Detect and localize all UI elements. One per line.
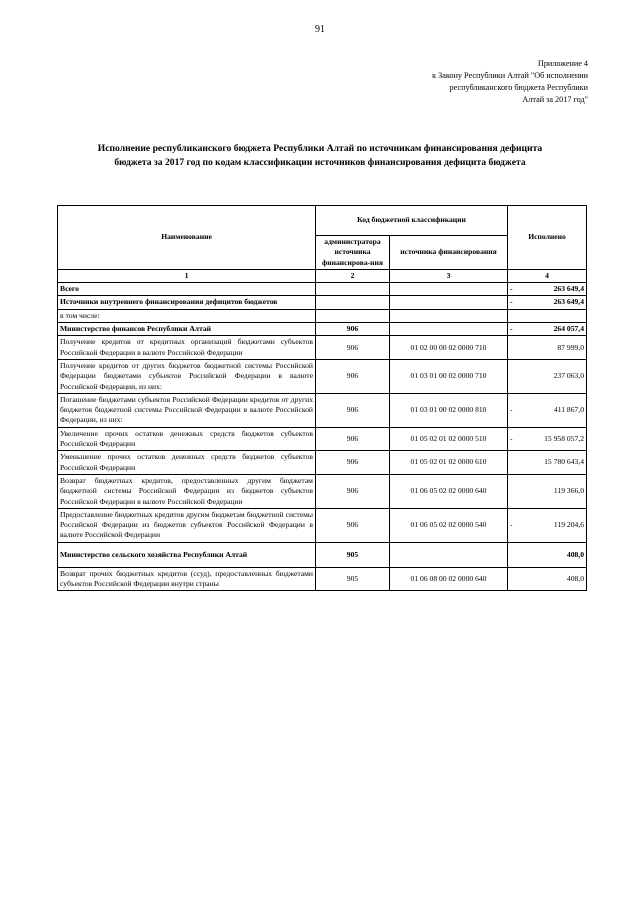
row-name: Предоставление бюджетных кредитов другим бюджетам бюджетной системы Российской Федерации из бюджетов субъектов Российской Федерации в валюте Российской Федерации	[58, 508, 316, 542]
row-admin-code: 906	[316, 323, 390, 336]
row-name: Уменьшение прочих остатков денежных средств бюджетов субъектов Российской Федерации	[58, 451, 316, 475]
row-name: Погашение бюджетами субъектов Российской Федерации кредитов от других бюджетов бюджетной системы Российской Федерации в валюте Российской Федерации, из них:	[58, 393, 316, 427]
executed-value: 411 867,0	[553, 405, 584, 415]
row-executed	[508, 296, 587, 309]
table-row	[58, 542, 587, 567]
row-source-code: 01 06 08 00 02 0000 640	[390, 567, 508, 591]
row-name: в том числе:	[58, 309, 316, 322]
executed-value: 237 063,0	[553, 371, 584, 381]
column-number: 2	[316, 269, 390, 282]
executed-value: 119 366,0	[553, 486, 584, 496]
row-name: Министерство сельского хозяйства Республики Алтай	[58, 542, 316, 567]
executed-value: 264 057,4	[553, 324, 584, 334]
title-line: бюджета за 2017 год по кодам классификации источников финансирования дефицита бюджета	[114, 157, 526, 168]
column-number-row	[58, 269, 587, 282]
row-executed	[508, 427, 587, 451]
column-number: 4	[508, 269, 587, 282]
row-executed	[508, 542, 587, 567]
minus-sign: -	[510, 297, 513, 307]
executed-value: 408,0	[566, 549, 584, 559]
row-name: Возврат прочих бюджетных кредитов (ссуд), предоставленных бюджетами субъектов Российской Федерации внутри страны	[58, 567, 316, 591]
executed-value: 87 999,0	[557, 342, 584, 352]
row-executed	[508, 567, 587, 591]
table-row	[58, 508, 587, 542]
document-title	[50, 142, 590, 170]
annex-note	[328, 58, 588, 106]
header-executed: Исполнено	[508, 206, 587, 270]
row-name: Возврат бюджетных кредитов, предоставленных другим бюджетам бюджетной системы Российской Федерации из бюджетов субъектов Российской Федерации в валюте Российской Федерации	[58, 474, 316, 508]
row-executed	[508, 474, 587, 508]
header-name: Наименование	[58, 206, 316, 270]
row-admin-code: 906	[316, 474, 390, 508]
annex-line: Алтай за 2017 год"	[522, 95, 588, 104]
row-source-code	[390, 309, 508, 322]
row-executed	[508, 309, 587, 322]
table-row	[58, 474, 587, 508]
row-source-code	[390, 296, 508, 309]
row-source-code: 01 06 05 02 02 0000 640	[390, 474, 508, 508]
header-code-group: Код бюджетной классификации	[316, 206, 508, 236]
row-source-code: 01 05 02 01 02 0000 610	[390, 451, 508, 475]
column-number: 3	[390, 269, 508, 282]
header-admin: администратора источника финансирова-ния	[316, 236, 390, 270]
row-executed	[508, 508, 587, 542]
row-name: Источники внутреннего финансирования дефицитов бюджетов	[58, 296, 316, 309]
header-source: источника финансирования	[390, 236, 508, 270]
minus-sign: -	[510, 324, 513, 334]
table-row	[58, 567, 587, 591]
row-source-code: 01 03 01 00 02 0000 810	[390, 393, 508, 427]
row-name: Увеличение прочих остатков денежных средств бюджетов субъектов Российской Федерации	[58, 427, 316, 451]
table-row	[58, 393, 587, 427]
annex-line: республиканского бюджета Республики	[449, 83, 588, 92]
row-source-code: 01 02 00 00 02 0000 710	[390, 336, 508, 360]
row-executed	[508, 336, 587, 360]
executed-value: 263 649,4	[553, 297, 584, 307]
row-name: Всего	[58, 283, 316, 296]
row-admin-code: 905	[316, 542, 390, 567]
row-source-code	[390, 323, 508, 336]
minus-sign: -	[510, 433, 513, 443]
row-source-code	[390, 283, 508, 296]
row-admin-code: 906	[316, 508, 390, 542]
row-admin-code: 906	[316, 336, 390, 360]
row-source-code: 01 06 05 02 02 0000 540	[390, 508, 508, 542]
executed-value: 15 958 057,2	[544, 433, 584, 443]
row-source-code: 01 05 02 01 02 0000 510	[390, 427, 508, 451]
column-number: 1	[58, 269, 316, 282]
table-row	[58, 451, 587, 475]
executed-value: 408,0	[566, 573, 584, 583]
row-admin-code: 906	[316, 359, 390, 393]
row-admin-code: 906	[316, 451, 390, 475]
title-line: Исполнение республиканского бюджета Республики Алтай по источникам финансирования дефицита	[97, 143, 543, 154]
budget-table	[57, 205, 587, 591]
row-executed	[508, 451, 587, 475]
table-row	[58, 336, 587, 360]
row-admin-code: 906	[316, 393, 390, 427]
row-name: Получение кредитов от кредитных организаций бюджетами субъектов Российской Федерации в валюте Российской Федерации	[58, 336, 316, 360]
executed-value: 119 204,6	[553, 520, 584, 530]
row-admin-code: 906	[316, 427, 390, 451]
annex-line: к Закону Республики Алтай "Об исполнении	[432, 71, 588, 80]
minus-sign: -	[510, 520, 513, 530]
table-row	[58, 296, 587, 309]
minus-sign: -	[510, 405, 513, 415]
row-executed	[508, 393, 587, 427]
minus-sign: -	[510, 284, 513, 294]
page-number: 91	[315, 24, 325, 35]
row-source-code	[390, 542, 508, 567]
row-source-code: 01 03 01 00 02 0000 710	[390, 359, 508, 393]
row-name: Министерство финансов Республики Алтай	[58, 323, 316, 336]
table-row	[58, 427, 587, 451]
table-header-row	[58, 206, 587, 236]
row-executed	[508, 283, 587, 296]
row-executed	[508, 323, 587, 336]
row-admin-code	[316, 309, 390, 322]
table-row	[58, 309, 587, 322]
row-admin-code	[316, 296, 390, 309]
row-admin-code: 905	[316, 567, 390, 591]
executed-value: 15 780 643,4	[544, 457, 584, 467]
row-admin-code	[316, 283, 390, 296]
table-row	[58, 359, 587, 393]
annex-line: Приложение 4	[537, 59, 588, 68]
table-row	[58, 283, 587, 296]
table-row	[58, 323, 587, 336]
executed-value: 263 649,4	[553, 284, 584, 294]
row-name: Получение кредитов от других бюджетов бюджетной системы Российской Федерации бюджетами субъектов Российской Федерации в валюте Российской Федерации, из них:	[58, 359, 316, 393]
row-executed	[508, 359, 587, 393]
